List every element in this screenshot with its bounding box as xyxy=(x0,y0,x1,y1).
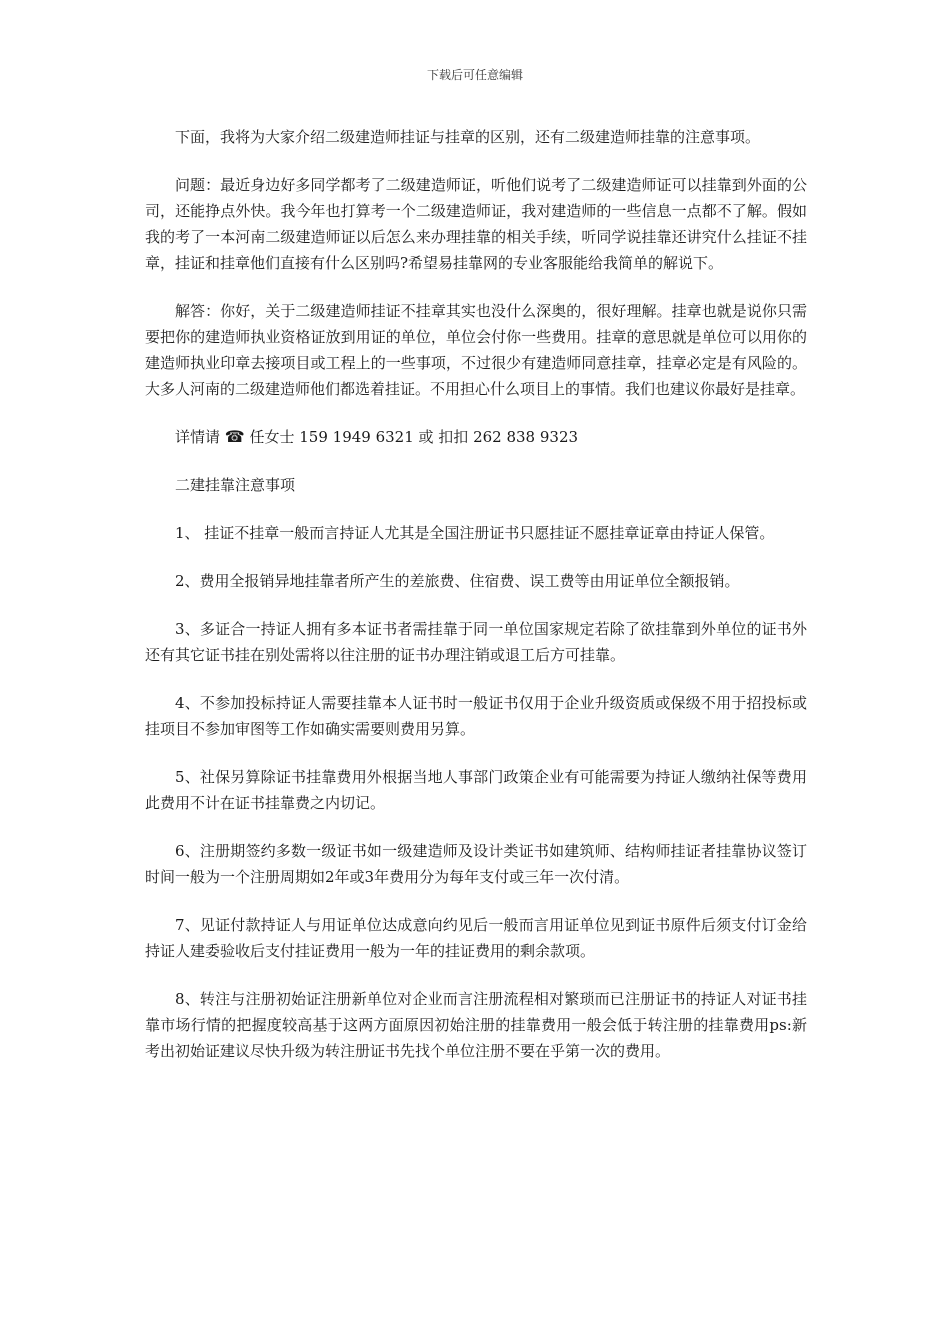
note-item-1: 1、 挂证不挂章一般而言持证人尤其是全国注册证书只愿挂证不愿挂章证章由持证人保管。 xyxy=(175,524,775,542)
note-item-5: 5、社保另算除证书挂靠费用外根据当地人事部门政策企业有可能需要为持证人缴纳社保等费用此费用不计在证书挂靠费之内切记。 xyxy=(145,768,807,812)
answer-paragraph: 解答：你好，关于二级建造师挂证不挂章其实也没什么深奥的，很好理解。挂章也就是说你只需要把你的建造师执业资格证放到用证的单位，单位会付你一些费用。挂章的意思就是单位可以用你的建造师执业印章去接项目或工程上的一些事项，不过很少有建造师同意挂章，挂章必定是有风险的。大多人河南的二级建造师他们都选着挂证。不用担心什么项目上的事情。我们也建议你最好是挂章。 xyxy=(145,302,807,398)
contact-prefix: 详情请 xyxy=(175,428,225,446)
page-header-note: 下载后可任意编辑 xyxy=(426,68,523,82)
note-item-4: 4、不参加投标持证人需要挂靠本人证书时一般证书仅用于企业升级资质或保级不用于招投标或挂项目不参加审图等工作如确实需要则费用另算。 xyxy=(145,694,807,738)
contact-line xyxy=(145,424,807,450)
contact-details: 任女士 159 1949 6321 或 扣扣 262 838 9323 xyxy=(244,428,579,446)
note-item-3: 3、多证合一持证人拥有多本证书者需挂靠于同一单位国家规定若除了欲挂靠到外单位的证书外还有其它证书挂在别处需将以往注册的证书办理注销或退工后方可挂靠。 xyxy=(145,620,807,664)
question-paragraph: 问题：最近身边好多同学都考了二级建造师证，听他们说考了二级建造师证可以挂靠到外面的公司，还能挣点外快。我今年也打算考一个二级建造师证，我对建造师的一些信息一点都不了解。假如我的考了一本河南二级建造师证以后怎么来办理挂靠的相关手续，听同学说挂靠还讲究什么挂证不挂章，挂证和挂章他们直接有什么区别吗?希望易挂靠网的专业客服能给我简单的解说下。 xyxy=(145,176,807,272)
note-item-6: 6、注册期签约多数一级证书如一级建造师及设计类证书如建筑师、结构师挂证者挂靠协议签订时间一般为一个注册周期如2年或3年费用分为每年支付或三年一次付清。 xyxy=(145,842,807,886)
intro-paragraph: 下面，我将为大家介绍二级建造师挂证与挂章的区别，还有二级建造师挂靠的注意事项。 xyxy=(175,128,761,146)
notes-title: 二建挂靠注意事项 xyxy=(175,476,296,494)
phone-icon: ☎ xyxy=(224,427,245,446)
note-item-8: 8、转注与注册初始证注册新单位对企业而言注册流程相对繁琐而已注册证书的持证人对证书挂靠市场行情的把握度较高基于这两方面原因初始注册的挂靠费用一般会低于转注册的挂靠费用ps:新考出初始证建议尽快升级为转注册证书先找个单位注册不要在乎第一次的费用。 xyxy=(145,990,807,1060)
note-item-2: 2、费用全报销异地挂靠者所产生的差旅费、住宿费、误工费等由用证单位全额报销。 xyxy=(175,572,740,590)
document-body xyxy=(145,124,807,1086)
note-item-7: 7、见证付款持证人与用证单位达成意向约见后一般而言用证单位见到证书原件后须支付订金给持证人建委验收后支付挂证费用一般为一年的挂证费用的剩余款项。 xyxy=(145,916,807,960)
